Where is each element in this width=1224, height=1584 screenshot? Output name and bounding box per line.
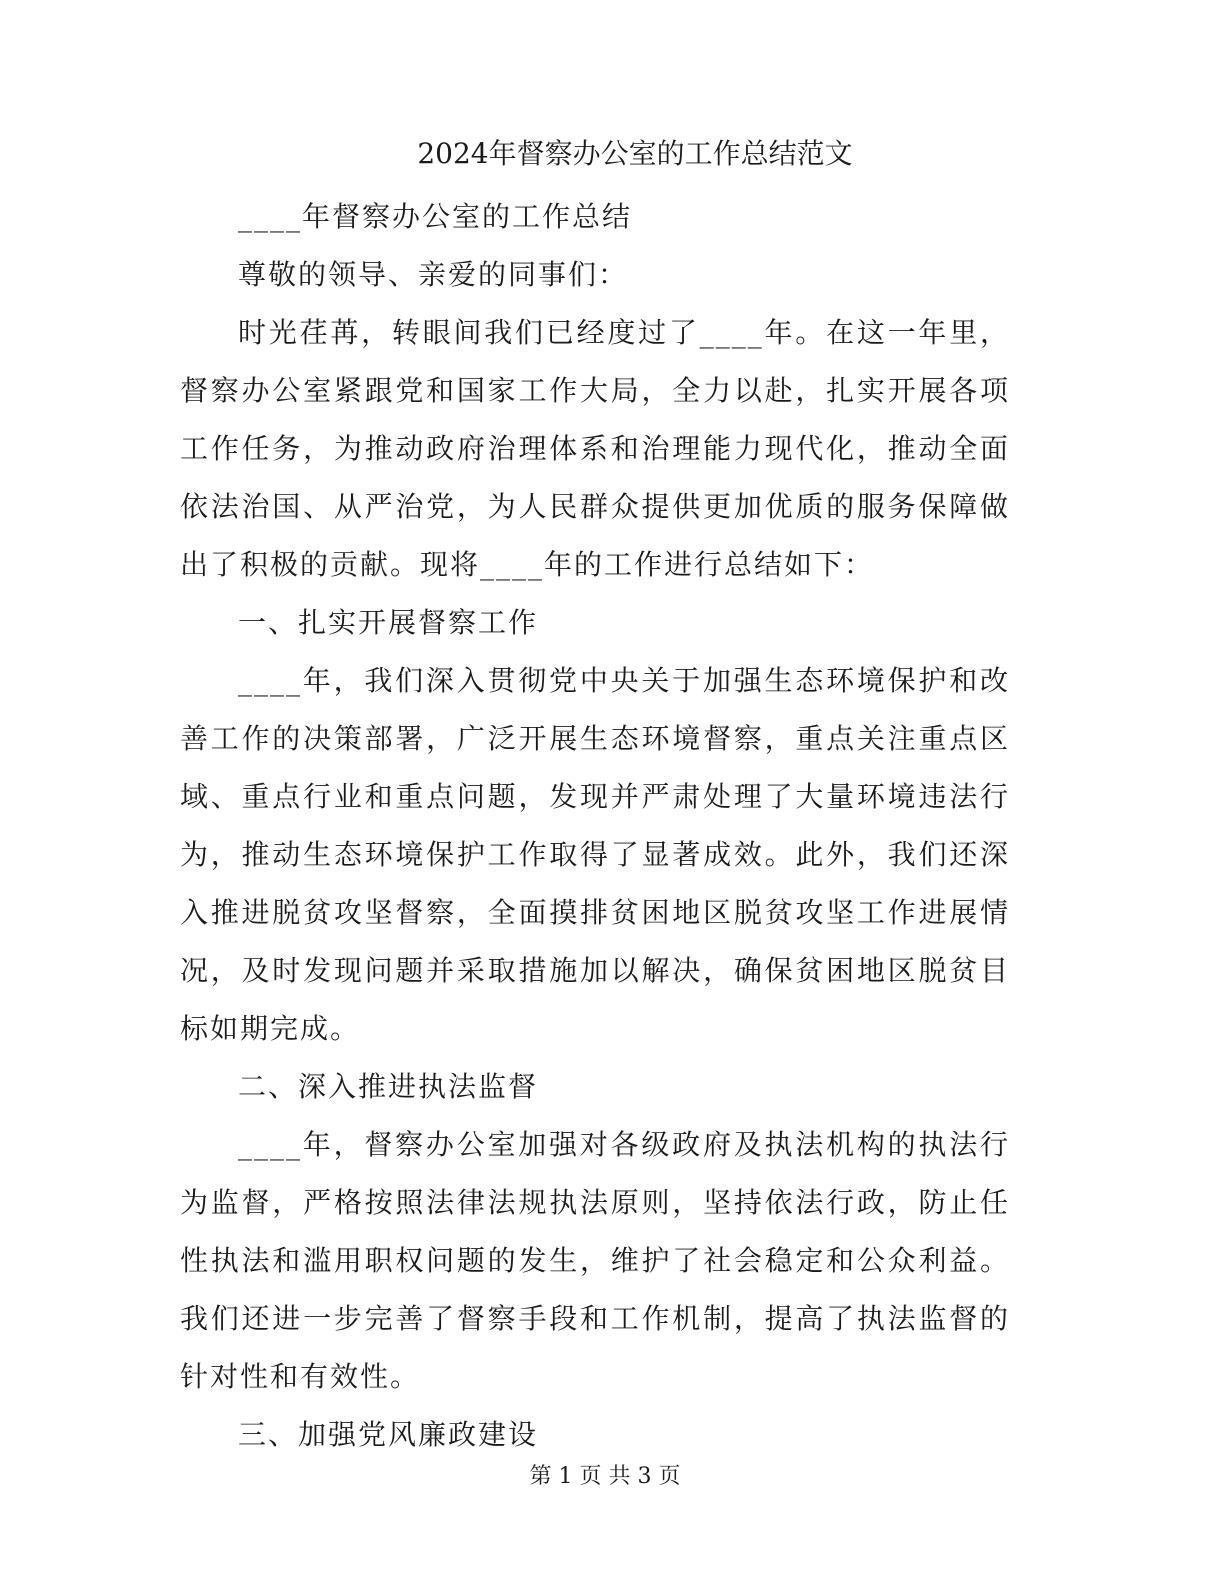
page-footer: 第 1 页 共 3 页 bbox=[529, 1464, 681, 1489]
section-heading-1: 一、扎实开展督察工作 bbox=[238, 606, 539, 639]
section-heading-3: 三、加强党风廉政建设 bbox=[238, 1418, 539, 1451]
subtitle-paragraph: ____年督察办公室的工作总结 bbox=[238, 200, 633, 233]
section-1-paragraph: ____年，我们深入贯彻党中央关于加强生态环境保护和改善工作的决策部署，广泛开展生态环境督察，重点关注重点区域、重点行业和重点问题，发现并严肃处理了大量环境违法行为，推动生态环境保护工作取得了显著成效。此外，我们还深入推进脱贫攻坚督察，全面摸排贫困地区脱贫攻坚工作进展情况，及时发现问题并采取措施加以解决，确保贫困地区脱贫目标如期完成。 bbox=[180, 664, 1010, 1045]
section-2-paragraph: ____年，督察办公室加强对各级政府及执法机构的执法行为监督，严格按照法律法规执法原则，坚持依法行政，防止任性执法和滥用职权问题的发生，维护了社会稳定和公众利益。我们还进一步完善了督察手段和工作机制，提高了执法监督的针对性和有效性。 bbox=[180, 1128, 1010, 1393]
salutation-paragraph: 尊敬的领导、亲爱的同事们： bbox=[238, 258, 629, 291]
document-body bbox=[180, 188, 1010, 1464]
document-title: 2024年督察办公室的工作总结范文 bbox=[417, 137, 853, 170]
section-heading-2: 二、深入推进执法监督 bbox=[238, 1070, 539, 1103]
intro-paragraph: 时光荏苒，转眼间我们已经度过了____年。在这一年里，督察办公室紧跟党和国家工作大局，全力以赴，扎实开展各项工作任务，为推动政府治理体系和治理能力现代化，推动全面依法治国、从严治党，为人民群众提供更加优质的服务保障做出了积极的贡献。现将____年的工作进行总结如下： bbox=[180, 316, 1010, 581]
